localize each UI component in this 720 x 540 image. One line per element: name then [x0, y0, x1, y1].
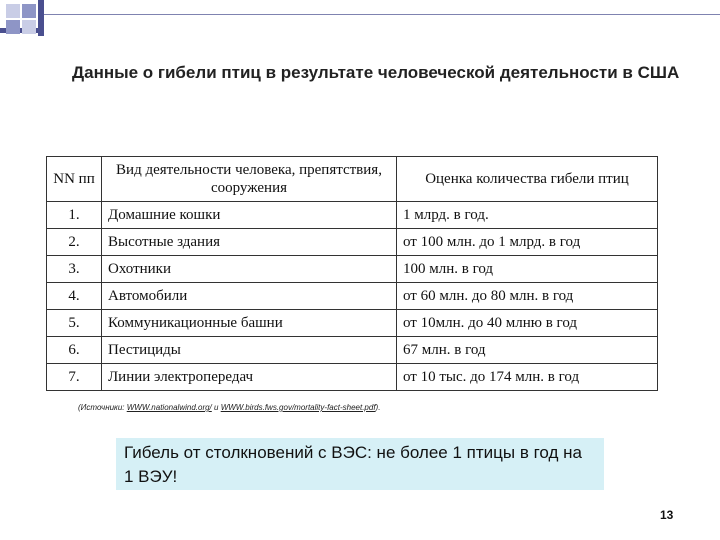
- corner-decoration-square: [6, 20, 20, 34]
- row-number: 7.: [47, 364, 102, 391]
- row-estimate: от 10млн. до 40 млню в год: [397, 310, 658, 337]
- row-number: 1.: [47, 202, 102, 229]
- wind-turbine-callout: Гибель от столкновений с ВЭС: не более 1 птицы в год на 1 ВЭУ!: [116, 438, 604, 490]
- table-row: [47, 283, 658, 310]
- row-activity: Линии электропередач: [102, 364, 397, 391]
- page-number: 13: [660, 508, 674, 522]
- row-activity: Пестициды: [102, 337, 397, 364]
- sources-note: [78, 403, 380, 412]
- slide-title: Данные о гибели птиц в результате человеческой деятельности в США: [72, 63, 680, 82]
- row-estimate: от 10 тыс. до 174 млн. в год: [397, 364, 658, 391]
- table-header-row: [47, 157, 658, 202]
- corner-decoration-square: [22, 4, 36, 18]
- header-number: NN пп: [47, 157, 102, 202]
- sources-prefix: (Источники:: [78, 403, 127, 412]
- row-estimate: от 60 млн. до 80 млн. в год: [397, 283, 658, 310]
- row-estimate: 100 млн. в год: [397, 256, 658, 283]
- source-link-nationalwind[interactable]: WWW.nationalwind.org/: [126, 403, 212, 412]
- table-row: [47, 256, 658, 283]
- table-row: [47, 310, 658, 337]
- row-activity: Домашние кошки: [102, 202, 397, 229]
- row-number: 3.: [47, 256, 102, 283]
- top-divider-line: [44, 14, 720, 15]
- header-estimate: Оценка количества гибели птиц: [397, 157, 658, 202]
- corner-decoration-square: [22, 20, 36, 34]
- row-number: 2.: [47, 229, 102, 256]
- row-estimate: от 100 млн. до 1 млрд. в год: [397, 229, 658, 256]
- row-estimate: 1 млрд. в год.: [397, 202, 658, 229]
- sources-suffix: ).: [375, 403, 381, 412]
- table-row: [47, 202, 658, 229]
- corner-decoration-square: [6, 4, 20, 18]
- row-number: 5.: [47, 310, 102, 337]
- row-activity: Коммуникационные башни: [102, 310, 397, 337]
- header-activity: Вид деятельности человека, препятствия, сооружения: [102, 157, 397, 202]
- row-estimate: 67 млн. в год: [397, 337, 658, 364]
- row-activity: Высотные здания: [102, 229, 397, 256]
- table-row: [47, 337, 658, 364]
- row-number: 6.: [47, 337, 102, 364]
- row-activity: Охотники: [102, 256, 397, 283]
- row-activity: Автомобили: [102, 283, 397, 310]
- sources-conjunction: и: [211, 403, 221, 412]
- table-row: [47, 229, 658, 256]
- row-number: 4.: [47, 283, 102, 310]
- source-link-fws[interactable]: WWW.birds.fws.gov/mortality-fact-sheet.pdf: [220, 403, 376, 412]
- corner-decoration-bar-vertical: [38, 0, 44, 36]
- table-row: [47, 364, 658, 391]
- bird-mortality-table: [46, 156, 658, 391]
